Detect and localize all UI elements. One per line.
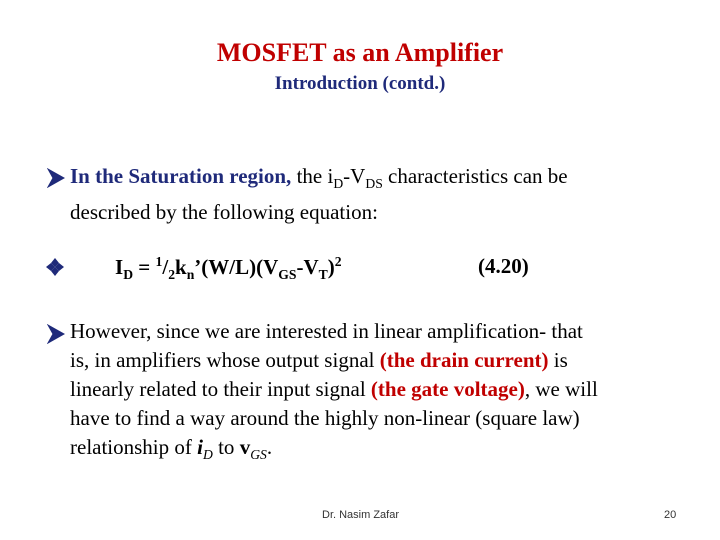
footer-author: Dr. Nasim Zafar	[322, 509, 400, 521]
gate-voltage-highlight: (the gate voltage)	[370, 377, 525, 401]
slide-title: MOSFET as an Amplifier	[216, 38, 504, 67]
equation: $I_D$ = $^1/_2k_n’(W/L)(V_{GS}-V_T)^2$	[115, 254, 342, 283]
arrow-bullet-icon	[47, 324, 65, 344]
bullet-lead: In the Saturation region,	[70, 164, 292, 188]
drain-current-highlight: (the drain current)	[379, 348, 549, 372]
bullet-saturation: In the Saturation region, the $i_D-V_{DS}$ characteristics can be described by the following equation:	[70, 164, 568, 225]
bullet-linear-amplification: However, since we are interested in linear amplification- that is, in amplifiers whose output signal (the drain current) is linearly related to their input signal (the gate voltage), we will have to find a way around the highly non-linear (square law) relationship of $i_D$ to $v_{GS}$.	[70, 319, 598, 463]
equation-number: (4.20)	[478, 254, 529, 278]
slide-subtitle: Introduction (contd.)	[274, 73, 446, 94]
arrow-bullet-icon	[47, 168, 65, 188]
page-number: 20	[664, 509, 677, 521]
diamond-bullet-icon	[46, 258, 64, 276]
